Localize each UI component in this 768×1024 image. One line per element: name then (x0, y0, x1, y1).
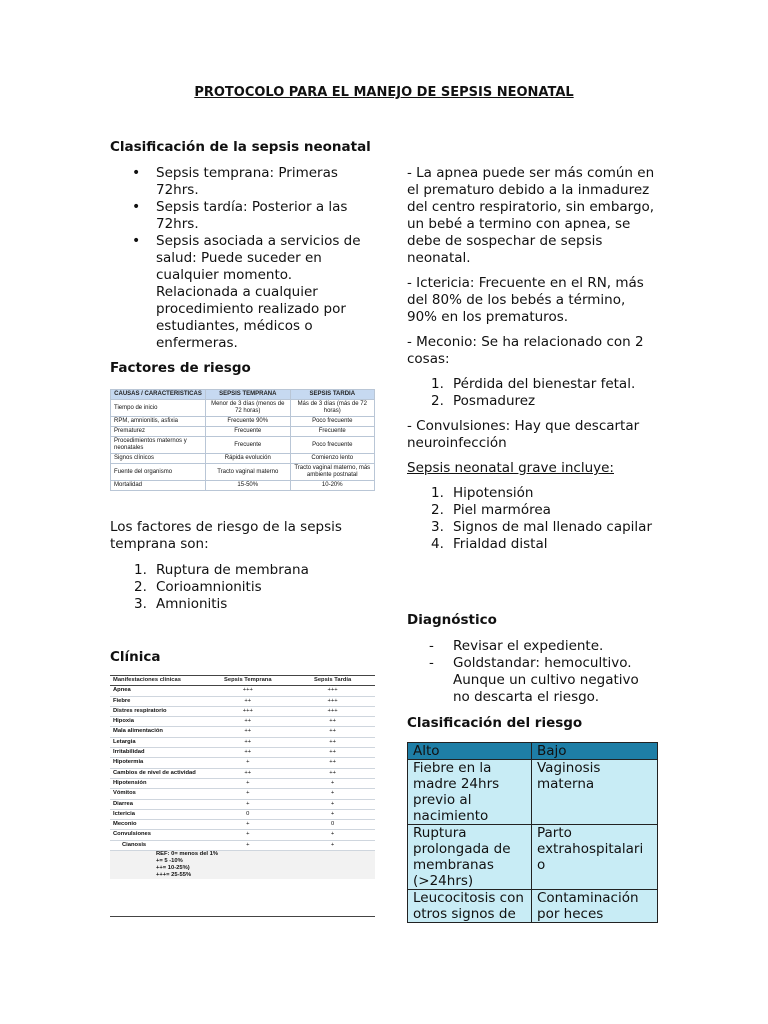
list-item: • Sepsis temprana: Primeras 72hrs. (110, 165, 372, 199)
table-cell: Ictericia (110, 809, 205, 819)
table-row (110, 727, 375, 737)
table-row (110, 717, 375, 727)
table-row (110, 758, 375, 768)
list-item: - Goldstandar: hemocultivo. Aunque un cultivo negativo no descarta el riesgo. (407, 655, 659, 706)
clinica-heading: Clínica (110, 649, 161, 665)
table-header-row (408, 743, 658, 760)
list-item: 2. Piel marmórea (431, 502, 551, 518)
table-cell: Hipoxia (110, 717, 205, 727)
table-cell: + (205, 789, 290, 799)
table-cell: RPM, amnionitis, asfixia (111, 417, 206, 427)
table-cell: ++ (290, 727, 375, 737)
table-cell: Poco frecuente (290, 417, 375, 427)
table-cell: Rápida evolución (206, 454, 290, 464)
table-row (111, 437, 375, 454)
table-cell: Poco frecuente (290, 437, 375, 454)
table-cell: Mortalidad (111, 481, 206, 491)
table-row (110, 686, 375, 696)
table-row (110, 748, 375, 758)
table-cell: Fiebre en la madre 24hrs previo al nacimiento (408, 760, 532, 825)
table-cell: +++ (290, 706, 375, 716)
table-cell: Parto extrahospitalari o (532, 825, 658, 890)
table-row (111, 464, 375, 481)
table-cell: Diarrea (110, 799, 205, 809)
table-cell: Cianosis (110, 840, 205, 850)
table-cell: Hipotermia (110, 758, 205, 768)
table-cell: ++ (205, 727, 290, 737)
clinica-ref: REF: 0= menos del 1% += 5 -10% ++= 10-25%) +++= 25-55% (110, 851, 375, 879)
table-row (111, 481, 375, 491)
table-cell: + (290, 778, 375, 788)
table-header: Alto (408, 743, 532, 760)
clinica-table (110, 675, 375, 851)
table-cell: Comienzo lento (290, 454, 375, 464)
clasificacion-list (110, 165, 372, 352)
table-row (110, 789, 375, 799)
list-item: 1. Hipotensión (431, 485, 534, 501)
table-row (110, 840, 375, 850)
table-cell: + (205, 840, 290, 850)
list-item: 3. Amnionitis (134, 596, 228, 612)
table-cell: 15-50% (206, 481, 290, 491)
table-cell: Frecuente (290, 427, 375, 437)
table-cell: +++ (290, 696, 375, 706)
list-item: • Sepsis asociada a servicios de salud: Puede suceder en cualquier momento. Relacionada a cualquier procedimiento realizado por estudiantes, médicos o enfermeras. (110, 233, 372, 352)
table-cell: Ruptura prolongada de membranas (>24hrs) (408, 825, 532, 890)
table-cell: ++ (290, 768, 375, 778)
list-item: 2. Corioamnionitis (134, 579, 262, 595)
table-cell: 10-20% (290, 481, 375, 491)
table-row (110, 809, 375, 819)
table-cell: + (205, 799, 290, 809)
table-cell: + (205, 758, 290, 768)
table-cell: ++ (290, 758, 375, 768)
table-cell: Tracto vaginal materno (206, 464, 290, 481)
table-cell: Tiempo de inicio (111, 400, 206, 417)
list-item: 3. Signos de mal llenado capilar (431, 519, 653, 535)
table-cell: ++ (205, 768, 290, 778)
table-header: SEPSIS TEMPRANA (206, 390, 290, 400)
riesgo-heading: Clasificación del riesgo (407, 715, 583, 731)
meconio-list (407, 376, 659, 410)
table-row (111, 454, 375, 464)
table-row (110, 820, 375, 830)
table-header: Manifestaciones clínicas (110, 676, 205, 686)
table-cell: + (290, 809, 375, 819)
convulsiones-paragraph: - Convulsiones: Hay que descartar neuroinfección (407, 418, 640, 451)
table-cell: ++ (290, 717, 375, 727)
diagnostico-heading: Diagnóstico (407, 612, 497, 628)
list-item: - Revisar el expediente. (407, 638, 659, 655)
clasificacion-heading: Clasificación de la sepsis neonatal (110, 139, 371, 155)
table-cell: Mala alimentación (110, 727, 205, 737)
table-header: SEPSIS TARDIA (290, 390, 375, 400)
list-item: 1. Pérdida del bienestar fetal. (431, 376, 636, 392)
table-cell: +++ (205, 686, 290, 696)
table-row (110, 768, 375, 778)
diagnostico-list (407, 638, 659, 706)
table-row (110, 778, 375, 788)
table-row (110, 696, 375, 706)
table-cell: Fuente del organismo (111, 464, 206, 481)
table-cell: Irritabilidad (110, 748, 205, 758)
table-cell: Fiebre (110, 696, 205, 706)
table-row (111, 417, 375, 427)
meconio-paragraph: - Meconio: Se ha relacionado con 2 cosas: (407, 334, 644, 367)
table-cell: ++ (205, 748, 290, 758)
table-cell: Hipotensión (110, 778, 205, 788)
table-header: CAUSAS / CARACTERISTICAS (111, 390, 206, 400)
table-cell: Leucocitosis con otros signos de (408, 890, 532, 923)
table-cell: 0 (290, 820, 375, 830)
table-header: Sepsis Temprana (205, 676, 290, 686)
table-cell: Prematurez (111, 427, 206, 437)
list-item: 1. Ruptura de membrana (134, 562, 309, 578)
table-cell: Frecuente (206, 427, 290, 437)
ictericia-paragraph: - Ictericia: Frecuente en el RN, más del 80% de los bebés a término, 90% en los prematuros. (407, 275, 644, 325)
table-cell: Vaginosis materna (532, 760, 658, 825)
page-title: PROTOCOLO PARA EL MANEJO DE SEPSIS NEONATAL (194, 85, 574, 100)
table-cell: Frecuente (206, 437, 290, 454)
list-item: • Sepsis tardía: Posterior a las 72hrs. (110, 199, 372, 233)
table-cell: +++ (205, 706, 290, 716)
table-header: Sepsis Tardía (290, 676, 375, 686)
factores-table-figure (110, 389, 375, 491)
table-row (111, 400, 375, 417)
factores-table (110, 389, 375, 491)
table-cell: + (290, 789, 375, 799)
table-cell: Distres respiratorio (110, 706, 205, 716)
temprana-intro: Los factores de riesgo de la sepsis temprana son: (110, 519, 342, 552)
table-row (110, 799, 375, 809)
table-row (110, 706, 375, 716)
list-item: 2. Posmadurez (431, 393, 536, 409)
table-cell: Procedimientos maternos y neonatales (111, 437, 206, 454)
table-cell: Apnea (110, 686, 205, 696)
table-header: Bajo (532, 743, 658, 760)
table-cell: Convulsiones (110, 830, 205, 840)
table-row (408, 760, 658, 825)
table-cell: ++ (290, 748, 375, 758)
apnea-paragraph: - La apnea puede ser más común en el prematuro debido a la inmadurez del centro respiratorio, sin embargo, un bebé a termino con apnea, se debe de sospechar de sepsis neonatal. (407, 165, 655, 266)
table-cell: Letargia (110, 737, 205, 747)
factores-heading: Factores de riesgo (110, 360, 251, 376)
table-cell: Vómitos (110, 789, 205, 799)
table-cell: ++ (205, 737, 290, 747)
right-column-text (407, 165, 659, 553)
table-cell: + (290, 799, 375, 809)
table-cell: Signos clínicos (111, 454, 206, 464)
table-row (408, 890, 658, 923)
table-cell: Frecuente 90% (206, 417, 290, 427)
table-row (110, 830, 375, 840)
table-cell: Tracto vaginal materno, más ambiente postnatal (290, 464, 375, 481)
table-cell: Más de 3 días (más de 72 horas) (290, 400, 375, 417)
table-cell: + (290, 840, 375, 850)
table-cell: + (205, 830, 290, 840)
grave-list (407, 485, 659, 553)
table-cell: ++ (290, 737, 375, 747)
table-cell: 0 (205, 809, 290, 819)
temprana-list (110, 562, 372, 613)
table-cell: Cambios de nivel de actividad (110, 768, 205, 778)
table-row (110, 737, 375, 747)
table-cell: Contaminación por heces (532, 890, 658, 923)
table-cell: +++ (290, 686, 375, 696)
table-cell: + (205, 820, 290, 830)
table-cell: Meconio (110, 820, 205, 830)
clinica-table-figure (110, 675, 375, 917)
table-row (408, 825, 658, 890)
riesgo-table (407, 742, 658, 923)
table-cell: + (205, 778, 290, 788)
grave-heading: Sepsis neonatal grave incluye: (407, 460, 614, 476)
table-cell: + (290, 830, 375, 840)
table-cell: Menor de 3 días (menos de 72 horas) (206, 400, 290, 417)
list-item: 4. Frialdad distal (431, 536, 548, 552)
table-row (111, 427, 375, 437)
table-cell: ++ (205, 717, 290, 727)
table-cell: ++ (205, 696, 290, 706)
